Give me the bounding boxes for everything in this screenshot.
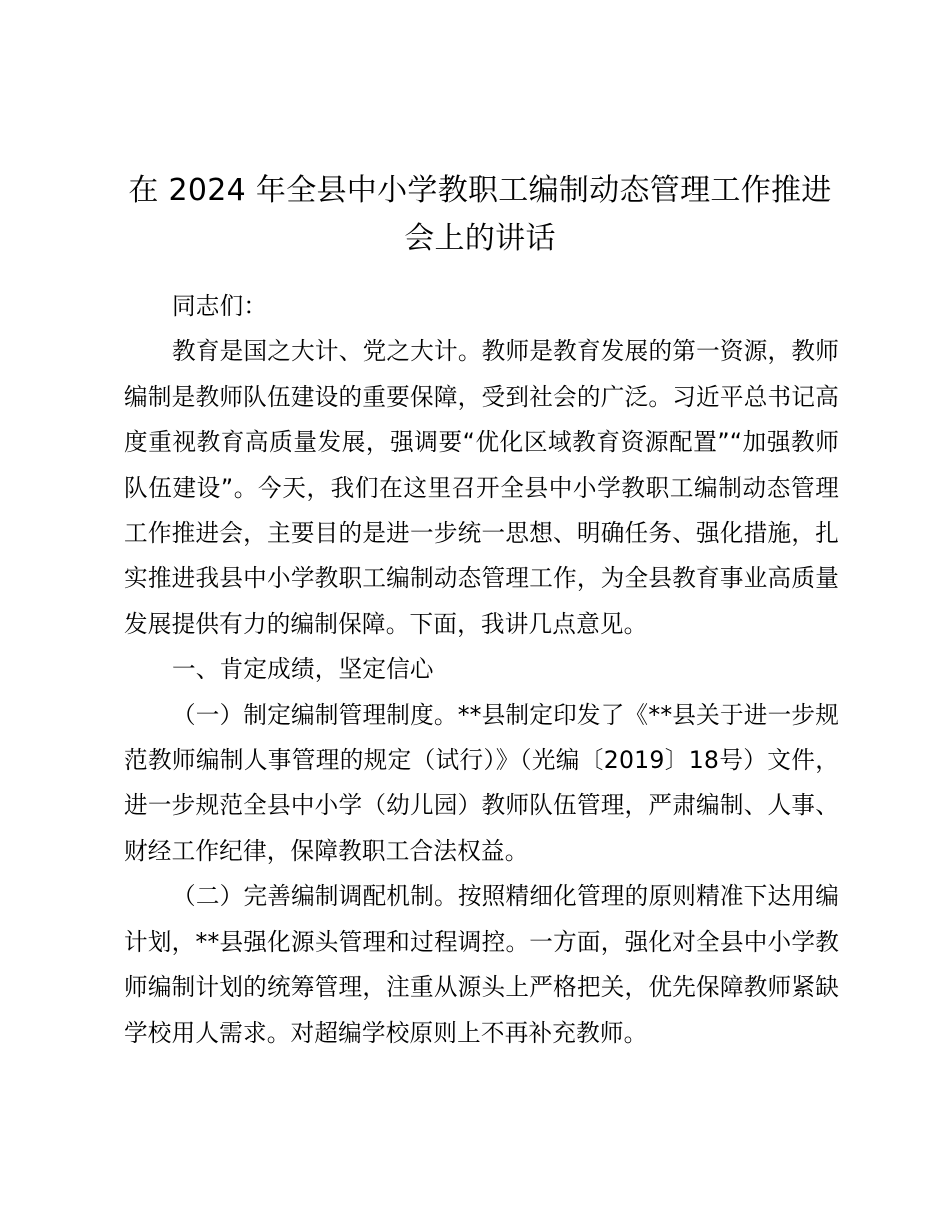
paragraph-subsection-2: （二）完善编制调配机制。按照精细化管理的原则精准下达用编计划，**县强化源头管理和过程调控。一方面，强化对全县中小学教师编制计划的统筹管理，注重从源头上严格把关，优先保障教师紧缺学校用人需求。对超编学校原则上不再补充教师。 <box>124 882 839 1047</box>
document-body <box>124 284 839 1056</box>
section-heading-1: 一、肯定成绩，坚定信心 <box>172 655 434 684</box>
paragraph-subsection-1: （一）制定编制管理制度。**县制定印发了《**县关于进一步规范教师编制人事管理的规定（试行）》（光编〔2019〕18号）文件，进一步规范全县中小学（幼儿园）教师队伍管理，严肃编制、人事、财经工作纪律，保障教职工合法权益。 <box>124 700 839 865</box>
salutation: 同志们： <box>172 292 268 320</box>
paragraph-intro: 教育是国之大计、党之大计。教师是教育发展的第一资源，教师编制是教师队伍建设的重要保障，受到社会的广泛。习近平总书记高度重视教育高质量发展，强调要“优化区域教育资源配置”“加强教师队伍建设”。今天，我们在这里召开全县中小学教职工编制动态管理工作推进会，主要目的是进一步统一思想、明确任务、强化措施，扎实推进我县中小学教职工编制动态管理工作，为全县教育事业高质量发展提供有力的编制保障。下面，我讲几点意见。 <box>124 337 839 638</box>
document-title: 在 2024 年全县中小学教职工编制动态管理工作推进会上的讲话 <box>128 173 832 256</box>
